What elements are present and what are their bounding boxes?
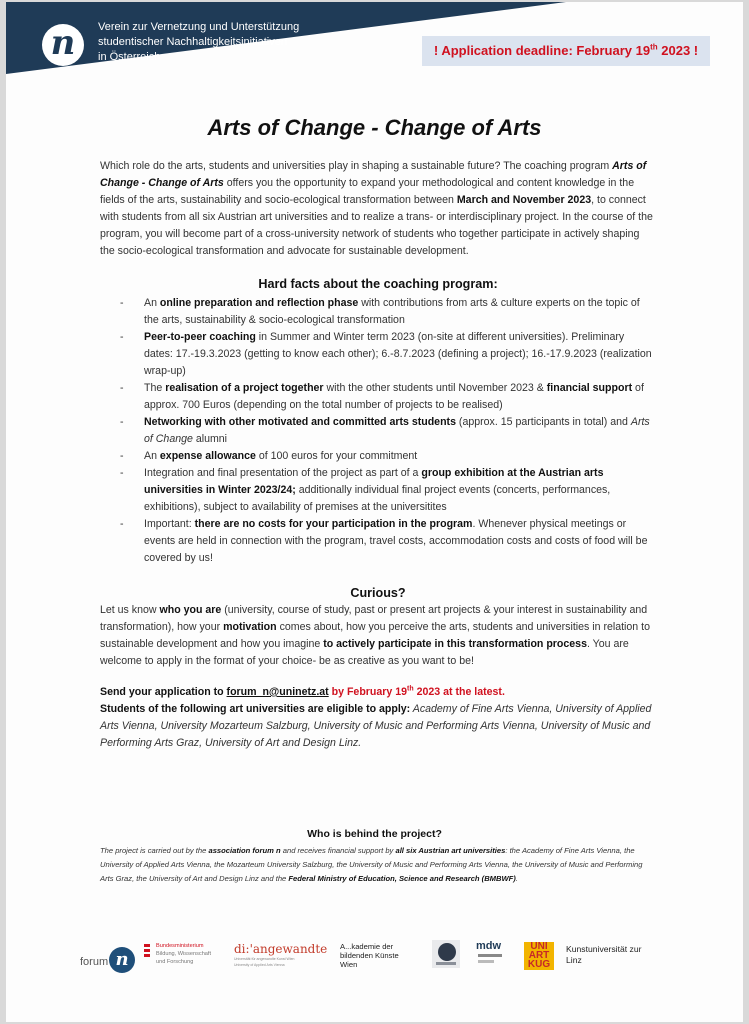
document-page xyxy=(6,2,743,1022)
intro-paragraph xyxy=(100,158,656,260)
send-deadline: by February 19 xyxy=(328,686,408,698)
deadline-sup: th xyxy=(650,42,658,52)
intro-text: offers you the opportunity to expand your methodological and content knowledge in the fields of the arts, sustainability and socio-ecological transformation between xyxy=(100,177,635,206)
eligible-paragraph xyxy=(100,701,656,752)
akademie-line: Wien xyxy=(340,960,358,969)
intro-text: Which role do the arts, students and universities play in shaping a sustainable future? The coaching program xyxy=(100,160,613,172)
page-title: Arts of Change - Change of Arts xyxy=(207,115,542,140)
angewandte-sub: University of Applied Arts Vienna xyxy=(234,963,285,967)
linz-logo xyxy=(566,944,641,966)
program-period: March and November 2023 xyxy=(456,194,592,206)
list-item: - An online preparation and reflection phase with contributions from arts & culture experts on the topic of the arts, sustainability & socio-ecological transformation xyxy=(120,297,640,326)
send-application-line xyxy=(100,684,656,701)
list-item: - Networking with other motivated and committed arts students (approx. 15 participants in total) and Arts of Change alumni xyxy=(120,416,650,445)
program-name: Arts of Change - Change of Arts xyxy=(100,160,647,189)
linz-line: Kunstuniversität zur xyxy=(566,944,642,954)
deadline-badge xyxy=(422,36,710,66)
mozarteum-logo-icon xyxy=(432,940,460,968)
list-item: - The realisation of a project together with the other students until November 2023 & financial support of approx. 700 Euros (depending on the total number of projects to be realised) xyxy=(120,382,644,411)
bullet: - xyxy=(120,416,124,428)
bm-line: Bundesministerium xyxy=(156,943,204,949)
list-item: - Peer-to-peer coaching in Summer and Winter term 2023 (on-site at different universities). Preliminary dates: 17.-19.3.2023 (getting to know each other); 6.-8.7.2023 (defining a project); 16.-17.9.2023 (realization wrap-up) xyxy=(120,331,652,377)
angewandte-sub: Universität für angewandte Kunst Wien xyxy=(234,957,295,961)
angewandte-word: di:'angewandte xyxy=(234,942,328,956)
bmbwf-logo xyxy=(156,942,211,966)
mdw-word: mdw xyxy=(476,940,502,952)
akademie-line: bildenden Künste xyxy=(340,951,399,960)
eligible-label: Students of the following art universities are eligible to apply: xyxy=(100,703,411,715)
deadline-suffix: 2023 ! xyxy=(657,43,699,58)
forum-n-footer-logo xyxy=(80,956,108,968)
akademie-logo xyxy=(340,942,399,969)
list-item: - Important: there are no costs for your participation in the program. Whenever physical meetings or events are held in connection with the program, travel costs, accommodation costs and costs of food will be covered by us! xyxy=(120,518,648,564)
send-deadline-sup: th xyxy=(407,685,414,693)
partner-logos xyxy=(6,932,743,982)
angewandte-logo xyxy=(234,942,328,968)
eligible-list: Academy of Fine Arts Vienna, University of Applied Arts Vienna, University Mozarteum Salzburg, University of Music and Performing Arts Vienna, University of Music and Performing Arts Graz, University of Art and Design Linz. xyxy=(100,703,652,749)
akademie-line: A...kademie der xyxy=(340,942,394,951)
email-link[interactable]: forum_n@uninetz.at xyxy=(226,686,329,698)
bullet: - xyxy=(120,518,124,530)
bullet: - xyxy=(120,450,124,462)
bm-line: und Forschung xyxy=(156,959,194,965)
send-deadline: 2023 at the latest. xyxy=(413,686,505,698)
curious-heading: Curious? xyxy=(350,586,406,600)
bullet: - xyxy=(120,382,124,394)
who-paragraph: The project is carried out by the association forum n and receives financial support by all six Austrian art universities: the Academy of Fine Arts Vienna, the University of Applied Arts Vienna, the Mozarteum University Salzburg, the University of Music and Performing Arts Vienna, the University of Music and Performing Arts Graz, the University of Art and Design Linz and the Federal Ministry of Education, Science and Research (BMBWF). xyxy=(100,846,643,883)
org-line: Verein zur Vernetzung und Unterstützung xyxy=(98,21,300,33)
deadline-prefix: ! Application deadline: February 19 xyxy=(433,43,651,58)
bmbwf-flag-icon xyxy=(144,944,150,958)
mdw-mark-icon xyxy=(476,952,504,966)
forum-n-logo xyxy=(42,24,84,66)
send-prefix: Send your application to xyxy=(100,686,227,698)
forum-word: forum xyxy=(80,956,109,968)
list-item: - An expense allowance of 100 euros for your commitment xyxy=(144,448,656,465)
linz-line: Linz xyxy=(566,955,582,965)
main-content xyxy=(100,158,656,752)
org-line: studentischer Nachhaltigkeitsinitiativen xyxy=(98,36,287,48)
bullet: - xyxy=(120,467,124,479)
forum-n-circle-icon: n xyxy=(109,947,135,973)
list-item: - Integration and final presentation of the project as part of a group exhibition at the Austrian arts universities in Winter 2023/24; additionally individual final project events (concerts, performances, exhibitions), subject to availability of premises at the universitites xyxy=(120,467,611,513)
org-line: in Österreich xyxy=(98,51,161,63)
art-line: KUG xyxy=(527,959,551,970)
art-line: ART xyxy=(528,950,550,961)
art-line: UNI xyxy=(530,941,548,952)
bullet: - xyxy=(120,297,124,309)
header-banner xyxy=(6,2,743,100)
intro-text: , to connect with students from all six Austrian art universities and to realize a trans- or interdisciplinary project. In the course of the program, you will become part of a cross-university network of students who together participate in actively shaping the socio-ecological transformation and advocate for sustainable development. xyxy=(100,194,653,257)
facts-list xyxy=(100,295,656,567)
logo-letter: n xyxy=(50,23,76,63)
bm-line: Bildung, Wissenschaft xyxy=(156,951,212,957)
facts-heading: Hard facts about the coaching program: xyxy=(258,277,498,291)
organization-name xyxy=(98,20,358,65)
curious-paragraph: Let us know who you are (university, course of study, past or present art projects & your interest in sustainability and transformation), how your motivation comes about, how you perceive the arts, students and universities in relation to sustainable development and how you imagine to actively participate in this transformation process. You are welcome to apply in the format of your choice- be as creative as you want to be! xyxy=(100,604,650,667)
who-heading: Who is behind the project? xyxy=(307,828,442,840)
bullet: - xyxy=(120,331,124,343)
kug-logo xyxy=(524,942,554,970)
mdw-logo xyxy=(476,940,504,970)
